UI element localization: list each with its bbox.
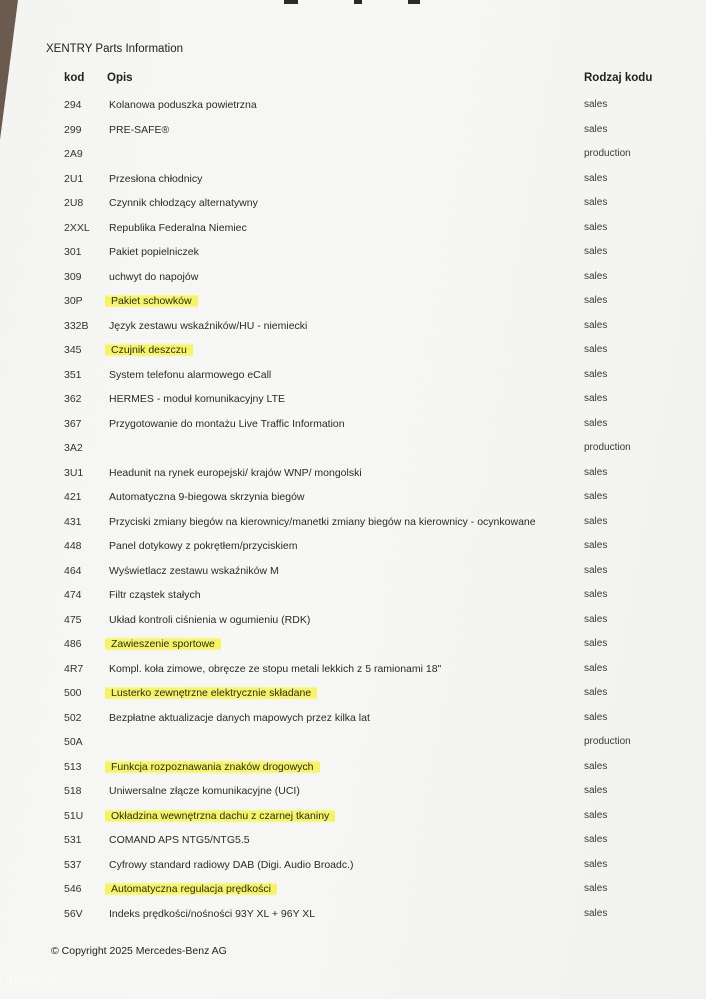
- description-text: COMAND APS NTG5/NTG5.5: [109, 834, 250, 846]
- row-code: 2U1: [64, 172, 84, 185]
- row-description: [109, 246, 199, 258]
- column-header-code: kod: [64, 72, 85, 84]
- row-description: [109, 295, 198, 307]
- top-edge-marks: [282, 0, 432, 6]
- row-code: 448: [64, 540, 82, 552]
- row-description: [109, 369, 271, 381]
- row-code-type: sales: [584, 687, 608, 698]
- table-row: [0, 119, 706, 144]
- row-code: 464: [64, 564, 82, 577]
- parts-list: [0, 94, 706, 927]
- row-code-type: sales: [584, 564, 608, 576]
- row-code: 294: [64, 99, 82, 111]
- row-code: 475: [64, 613, 82, 626]
- description-text: PRE-SAFE®: [109, 123, 170, 136]
- row-code: 2XXL: [64, 221, 90, 234]
- description-text: Panel dotykowy z pokrętłem/przyciskiem: [109, 540, 298, 552]
- table-row: [0, 780, 706, 805]
- table-row: [0, 903, 706, 928]
- row-code-type: production: [584, 148, 631, 159]
- table-row: [0, 854, 706, 879]
- table-row: [0, 511, 706, 536]
- row-code-type: sales: [584, 344, 608, 355]
- row-code-type: sales: [584, 589, 608, 600]
- table-row: [0, 217, 706, 242]
- row-description: [109, 124, 169, 136]
- row-code-type: sales: [584, 99, 608, 110]
- table-row: [0, 682, 706, 707]
- table-row: [0, 829, 706, 854]
- description-text: Przygotowanie do montażu Live Traffic Information: [109, 417, 345, 430]
- description-text: Czynnik chłodzący alternatywny: [109, 197, 258, 209]
- table-row: [0, 315, 706, 340]
- row-code: 486: [64, 638, 82, 650]
- row-code-type: sales: [584, 466, 608, 478]
- row-description: [109, 516, 536, 528]
- row-code: 431: [64, 515, 82, 528]
- table-row: [0, 707, 706, 732]
- row-description: [109, 908, 315, 920]
- table-row: [0, 339, 706, 364]
- column-header-type: Rodzaj kodu: [584, 72, 653, 84]
- table-row: [0, 266, 706, 291]
- row-code: 345: [64, 344, 82, 356]
- row-code: 301: [64, 246, 82, 258]
- table-row: [0, 756, 706, 781]
- row-code-type: sales: [584, 295, 608, 306]
- row-code: 51U: [64, 809, 84, 822]
- row-code-type: sales: [584, 123, 608, 135]
- table-row: [0, 192, 706, 217]
- row-description: [109, 614, 310, 626]
- row-code-type: sales: [584, 907, 608, 919]
- row-description: [109, 834, 250, 846]
- row-code: 531: [64, 834, 82, 846]
- row-code-type: sales: [584, 270, 608, 282]
- description-text: Indeks prędkości/nośności 93Y XL + 96Y XL: [109, 907, 316, 920]
- description-text: Język zestawu wskaźników/HU - niemiecki: [109, 319, 308, 332]
- row-code: 332B: [64, 319, 89, 332]
- row-code: 309: [64, 270, 82, 283]
- row-description: [109, 687, 317, 699]
- row-description: [109, 222, 247, 234]
- row-description: [109, 761, 320, 773]
- table-row: [0, 560, 706, 585]
- row-code-type: sales: [584, 172, 608, 184]
- row-code-type: sales: [584, 760, 608, 772]
- row-description: [109, 173, 202, 185]
- description-text: Kolanowa poduszka powietrzna: [109, 99, 257, 111]
- row-code-type: sales: [584, 662, 608, 674]
- description-text: Headunit na rynek europejski/ krajów WNP/ mongolski: [109, 466, 362, 479]
- description-text: System telefonu alarmowego eCall: [109, 368, 272, 381]
- row-code: 474: [64, 589, 82, 601]
- row-code-type: sales: [584, 638, 608, 649]
- row-description: [109, 491, 305, 503]
- highlighted-description-text: Lusterko zewnętrzne elektrycznie składane: [105, 686, 317, 700]
- row-description: [109, 344, 193, 356]
- row-code-type: sales: [584, 393, 608, 404]
- row-description: [109, 197, 258, 209]
- row-description: [109, 785, 300, 797]
- table-row: [0, 290, 706, 315]
- row-code-type: sales: [584, 613, 608, 625]
- watermark-text: otomoto: [6, 972, 57, 986]
- row-code-type: sales: [584, 883, 608, 894]
- row-code: 500: [64, 687, 82, 699]
- row-description: [109, 418, 345, 430]
- description-text: Przesłona chłodnicy: [109, 172, 203, 185]
- row-code-type: production: [584, 736, 631, 747]
- description-text: uchwyt do napojów: [109, 270, 199, 283]
- row-code-type: sales: [584, 319, 608, 331]
- description-text: Bezpłatne aktualizacje danych mapowych przez kilka lat: [109, 711, 370, 724]
- row-description: [109, 712, 370, 724]
- highlighted-description-text: Automatyczna regulacja prędkości: [105, 882, 277, 896]
- row-description: [109, 320, 307, 332]
- table-row: [0, 168, 706, 193]
- row-code: 362: [64, 393, 82, 405]
- table-row: [0, 731, 706, 756]
- table-row: [0, 437, 706, 462]
- row-code: 518: [64, 785, 82, 797]
- table-row: [0, 535, 706, 560]
- table-row: [0, 486, 706, 511]
- row-code: 4R7: [64, 662, 84, 675]
- row-code-type: sales: [584, 221, 608, 233]
- highlighted-description-text: Czujnik deszczu: [105, 343, 193, 357]
- row-code-type: sales: [584, 515, 608, 527]
- table-row: [0, 609, 706, 634]
- row-code-type: sales: [584, 368, 608, 380]
- description-text: HERMES - moduł komunikacyjny LTE: [109, 393, 286, 405]
- description-text: Filtr cząstek stałych: [109, 589, 201, 601]
- table-row: [0, 143, 706, 168]
- row-description: [109, 467, 362, 479]
- row-code-type: sales: [584, 197, 608, 208]
- table-row: [0, 658, 706, 683]
- table-row: [0, 633, 706, 658]
- row-code: 3U1: [64, 466, 84, 479]
- row-code: 546: [64, 883, 82, 895]
- row-code: 2U8: [64, 197, 84, 209]
- row-code: 30P: [64, 295, 83, 307]
- description-text: Cyfrowy standard radiowy DAB (Digi. Audio Broadc.): [109, 858, 354, 871]
- description-text: Układ kontroli ciśnienia w ogumieniu (RDK): [109, 613, 311, 626]
- row-code-type: sales: [584, 858, 608, 870]
- description-text: Przyciski zmiany biegów na kierownicy/manetki zmiany biegów na kierownicy - ocynkowane: [109, 515, 536, 528]
- row-code-type: sales: [584, 785, 608, 796]
- description-text: Wyświetlacz zestawu wskaźników M: [109, 564, 279, 577]
- row-code-type: sales: [584, 540, 608, 551]
- column-header-description: Opis: [107, 72, 133, 84]
- row-code: 351: [64, 368, 82, 381]
- row-description: [109, 271, 198, 283]
- row-description: [109, 99, 257, 111]
- description-text: Uniwersalne złącze komunikacyjne (UCI): [109, 785, 300, 797]
- row-description: [109, 810, 335, 822]
- table-row: [0, 364, 706, 389]
- table-row: [0, 94, 706, 119]
- highlighted-description-text: Zawieszenie sportowe: [105, 637, 221, 651]
- row-code: 299: [64, 123, 82, 136]
- row-code: 513: [64, 760, 82, 773]
- description-text: Automatyczna 9-biegowa skrzynia biegów: [109, 491, 305, 503]
- row-code: 3A2: [64, 442, 83, 454]
- row-description: [109, 393, 285, 405]
- row-code-type: sales: [584, 246, 608, 257]
- table-row: [0, 584, 706, 609]
- row-description: [109, 638, 221, 650]
- row-code: 367: [64, 417, 82, 430]
- row-code-type: sales: [584, 834, 608, 845]
- row-code: 50A: [64, 736, 83, 748]
- row-code: 537: [64, 858, 82, 871]
- row-description: [109, 565, 279, 577]
- table-row: [0, 805, 706, 830]
- table-row: [0, 413, 706, 438]
- row-description: [109, 663, 441, 675]
- row-code-type: sales: [584, 809, 608, 821]
- table-row: [0, 462, 706, 487]
- row-code: 56V: [64, 907, 83, 920]
- description-text: Pakiet popielniczek: [109, 246, 199, 258]
- row-description: [109, 859, 354, 871]
- highlighted-description-text: Pakiet schowków: [105, 294, 198, 308]
- row-code: 2A9: [64, 148, 83, 160]
- row-description: [109, 883, 277, 895]
- row-code: 502: [64, 711, 82, 724]
- row-code-type: sales: [584, 491, 608, 502]
- table-row: [0, 241, 706, 266]
- row-code-type: sales: [584, 417, 608, 429]
- row-code-type: production: [584, 442, 631, 453]
- row-description: [109, 589, 201, 601]
- highlighted-description-text: Okładzina wewnętrzna dachu z czarnej tkaniny: [105, 809, 335, 823]
- row-description: [109, 540, 297, 552]
- copyright-footer: © Copyright 2025 Mercedes-Benz AG: [51, 945, 227, 957]
- highlighted-description-text: Funkcja rozpoznawania znaków drogowych: [105, 760, 320, 774]
- description-text: Kompl. koła zimowe, obręcze ze stopu metali lekkich z 5 ramionami 18": [109, 662, 442, 675]
- table-row: [0, 388, 706, 413]
- document-title: XENTRY Parts Information: [46, 43, 183, 55]
- row-code-type: sales: [584, 711, 608, 723]
- table-row: [0, 878, 706, 903]
- row-code: 421: [64, 491, 82, 503]
- description-text: Republika Federalna Niemiec: [109, 221, 247, 234]
